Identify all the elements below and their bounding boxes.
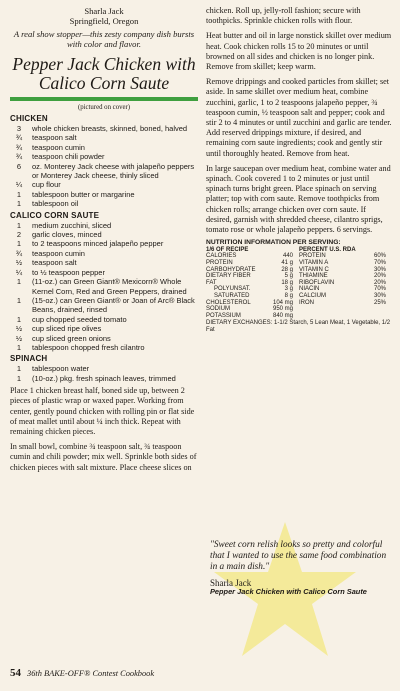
nutrient-label: CALORIES bbox=[206, 253, 237, 260]
ingredient-text: (15-oz.) can Green Giant® or Joan of Arc® Black Beans, drained, rinsed bbox=[32, 295, 195, 315]
ingredient-text: cup chopped seeded tomato bbox=[32, 314, 127, 324]
ingredient-row bbox=[10, 315, 198, 324]
nutrient-label: FAT bbox=[206, 279, 217, 286]
ingredient-quantity: ¾ bbox=[15, 142, 23, 152]
spinach-heading: SPINACH bbox=[10, 354, 48, 364]
ingredient-row bbox=[10, 296, 198, 315]
nutrient-value: 70% bbox=[373, 260, 386, 267]
saute-ingredient-list bbox=[10, 221, 198, 353]
chicken-heading: CHICKEN bbox=[10, 114, 48, 123]
ingredient-row bbox=[10, 221, 198, 230]
ingredient-row bbox=[10, 124, 198, 133]
nutrient-label: THIAMINE bbox=[299, 273, 328, 280]
nutrient-value: 5 g bbox=[284, 273, 293, 280]
nutrient-value: 20% bbox=[373, 279, 386, 286]
nutrient-value: 440 bbox=[282, 253, 293, 260]
ingredient-row bbox=[10, 230, 198, 239]
nutrition-row bbox=[299, 286, 392, 293]
author-name: Sharla Jack bbox=[84, 6, 124, 16]
nutrition-column-heads bbox=[206, 247, 392, 254]
nutrient-label: IRON bbox=[299, 299, 314, 306]
recipe-title: Pepper Jack Chicken with Calico Corn Saute bbox=[12, 54, 196, 93]
nutrition-table bbox=[206, 253, 392, 319]
nutrition-row bbox=[299, 273, 392, 280]
nutrient-label: POTASSIUM bbox=[206, 312, 241, 319]
ingredient-quantity: ½ bbox=[15, 333, 23, 343]
ingredient-text: teaspoon cumin bbox=[32, 248, 85, 258]
ingredient-quantity: 1 bbox=[16, 364, 22, 374]
ingredient-row bbox=[10, 324, 198, 333]
ingredient-text: oz. Monterey Jack cheese with jalapeño peppers or Monterey Jack cheese, thinly sliced bbox=[32, 161, 195, 181]
ingredient-text: whole chicken breasts, skinned, boned, halved bbox=[32, 124, 188, 133]
ingredient-text: teaspoon salt bbox=[32, 133, 77, 143]
ingredient-text: teaspoon chili powder bbox=[32, 152, 105, 162]
ingredient-text: to 2 teaspoons minced jalapeño pepper bbox=[32, 239, 164, 249]
ingredient-row bbox=[10, 133, 198, 142]
ingredient-text: to ½ teaspoon pepper bbox=[32, 267, 105, 277]
ingredient-text: teaspoon cumin bbox=[32, 142, 85, 152]
nutrient-label: PROTEIN bbox=[206, 260, 233, 267]
ingredient-quantity: 1 bbox=[16, 277, 22, 287]
nutrient-value: 28 g bbox=[281, 266, 293, 273]
ingredient-quantity: ¾ bbox=[15, 248, 23, 258]
ingredient-row bbox=[10, 199, 198, 208]
nutrition-row bbox=[299, 300, 392, 307]
ingredient-text: cup sliced green onions bbox=[32, 333, 111, 343]
spinach-ingredient-list bbox=[10, 364, 198, 383]
ingredient-quantity: 1 bbox=[16, 189, 22, 199]
ingredient-text: (10-oz.) pkg. fresh spinach leaves, trimmed bbox=[32, 373, 176, 383]
saute-heading: CALICO CORN SAUTE bbox=[10, 210, 100, 220]
nutrition-row bbox=[206, 267, 299, 274]
ingredient-row bbox=[10, 190, 198, 199]
ingredient-row bbox=[10, 152, 198, 161]
nutrient-label: VITAMIN A bbox=[299, 260, 329, 267]
ingredient-row bbox=[10, 374, 198, 383]
nutrition-panel bbox=[206, 240, 392, 333]
nutrient-value: 41 g bbox=[281, 260, 293, 267]
ingredient-quantity: ¼ bbox=[15, 180, 23, 190]
nutrition-row bbox=[206, 286, 299, 293]
ingredient-quantity: 2 bbox=[16, 230, 22, 240]
nutrient-value: 25% bbox=[373, 299, 386, 306]
nutrition-row bbox=[206, 293, 299, 300]
nutrient-label: SODIUM bbox=[206, 306, 230, 313]
ingredient-text: cup sliced ripe olives bbox=[32, 324, 102, 334]
nutrition-left-head: 1/6 OF RECIPE bbox=[206, 246, 249, 253]
nutrition-row bbox=[206, 280, 299, 287]
nutrition-heading: NUTRITION INFORMATION PER SERVING: bbox=[206, 239, 341, 247]
nutrient-value: 8 g bbox=[284, 293, 293, 300]
nutrition-row bbox=[206, 300, 299, 307]
ingredient-text: tablespoon butter or margarine bbox=[32, 189, 135, 199]
nutrient-label: CHOLESTEROL bbox=[206, 299, 251, 306]
direction-paragraph: chicken. Roll up, jelly-roll fashion; secure with toothpicks. Sprinkle chicken rolls with flour. bbox=[206, 6, 361, 26]
nutrient-value: 840 mg bbox=[272, 312, 293, 319]
ingredient-quantity: 1 bbox=[16, 199, 22, 209]
ingredient-quantity: ¼ bbox=[15, 267, 23, 277]
ingredient-row bbox=[10, 249, 198, 258]
nutrition-row bbox=[299, 280, 392, 287]
ingredient-quantity: 1 bbox=[16, 220, 22, 230]
nutrient-label: CARBOHYDRATE bbox=[206, 266, 256, 273]
ingredient-quantity: 1 bbox=[16, 239, 22, 249]
ingredient-row bbox=[10, 343, 198, 352]
direction-paragraph: Heat butter and oil in large nonstick skillet over medium heat. Cook chicken rolls 15 to 20 minutes or until browned on all sides and chicken is no longer pink. Remove from skillet; keep warm. bbox=[206, 31, 392, 72]
ingredient-row bbox=[10, 268, 198, 277]
ingredient-quantity: 6 bbox=[16, 161, 22, 171]
ingredient-text: (11-oz.) can Green Giant® Mexicorn® Whole Kernel Corn, Red and Green Peppers, drained bbox=[32, 277, 187, 296]
ingredient-row bbox=[10, 258, 198, 267]
ingredient-row bbox=[10, 239, 198, 248]
nutrient-value: 30% bbox=[373, 266, 386, 273]
book-title: 36th BAKE-OFF® Contest Cookbook bbox=[27, 669, 155, 678]
direction-paragraph: In large saucepan over medium heat, combine water and spinach. Cook covered 1 to 2 minutes or just until spinach turns bright green. Place spinach on serving platter; top with corn saute. Remove toothpicks from chicken rolls; arrange chicken over corn saute. If desired, garnish with shredded cheese, cilantro sprigs, tomato rose or whole jalapeño peppers. 6 servings. bbox=[206, 163, 391, 235]
ingredient-text: cup flour bbox=[32, 180, 61, 190]
ingredient-quantity: ¾ bbox=[15, 133, 23, 143]
ingredient-text: tablespoon water bbox=[32, 364, 90, 374]
nutrient-label: CALCIUM bbox=[299, 293, 327, 300]
nutrient-label: DIETARY FIBER bbox=[206, 273, 251, 280]
nutrition-right-list bbox=[299, 253, 392, 319]
ingredient-row bbox=[10, 277, 198, 296]
dietary-exchanges: DIETARY EXCHANGES: 1-1/2 Starch, 5 Lean Meat, 1 Vegetable, 1/2 Fat bbox=[206, 320, 391, 333]
ingredient-quantity: 3 bbox=[16, 124, 22, 133]
ingredient-text: medium zucchini, sliced bbox=[32, 220, 112, 230]
page-number: 54 bbox=[10, 667, 21, 679]
nutrient-value: 3 g bbox=[284, 286, 293, 293]
nutrition-row bbox=[206, 273, 299, 280]
nutrient-label: RIBOFLAVIN bbox=[299, 279, 335, 286]
ingredient-row bbox=[10, 143, 198, 152]
ingredient-text: teaspoon salt bbox=[32, 258, 77, 268]
nutrition-row bbox=[206, 260, 299, 267]
left-column bbox=[10, 6, 198, 478]
nutrition-row bbox=[299, 293, 392, 300]
nutrient-value: 18 g bbox=[281, 279, 293, 286]
nutrient-label: VITAMIN C bbox=[299, 266, 329, 273]
ingredient-quantity: ½ bbox=[15, 324, 23, 334]
direction-paragraph: Remove drippings and cooked particles from skillet; set aside. In same skillet over medium heat, combine zucchini, garlic, 1 to 2 teaspoons jalapeño pepper, ¾ teaspoon cumin, ½ teaspoon salt and pepper; cook and stir 2 to 4 minutes or until zucchini and garlic are tender. Add reserved drippings mixture, if desired, and remaining corn saute ingredients; cook and gently stir until thoroughly heated. Remove from heat. bbox=[206, 77, 392, 158]
nutrition-left-list bbox=[206, 253, 299, 319]
nutrition-row bbox=[206, 313, 299, 320]
nutrient-label: NIACIN bbox=[299, 286, 320, 293]
ingredient-row bbox=[10, 334, 198, 343]
nutrition-row bbox=[299, 267, 392, 274]
ingredient-quantity: ¾ bbox=[15, 152, 23, 162]
direction-paragraph: Place 1 chicken breast half, boned side up, between 2 pieces of plastic wrap or waxed paper. Working from center, gently pound chicken with rolling pin or flat side of meat mallet until about ¼ inch thick. Repeat with remaining chicken pieces. bbox=[10, 386, 195, 436]
nutrition-row bbox=[299, 260, 392, 267]
nutrient-label: POLYUNSAT. bbox=[214, 286, 251, 293]
ingredient-row bbox=[10, 364, 198, 373]
nutrient-value: 70% bbox=[373, 286, 386, 293]
nutrient-label: SATURATED bbox=[214, 293, 250, 300]
ingredient-quantity: 1 bbox=[16, 314, 22, 324]
quote-box bbox=[206, 532, 392, 642]
quote-text: "Sweet corn relish looks so pretty and colorful that I wanted to use the same food combination in a main dish." bbox=[210, 540, 387, 573]
nutrition-row bbox=[299, 253, 392, 260]
nutrient-value: 20% bbox=[373, 273, 386, 280]
title-divider bbox=[10, 97, 198, 101]
ingredient-text: tablespoon oil bbox=[32, 199, 79, 209]
ingredient-quantity: 1 bbox=[16, 295, 22, 305]
nutrition-right-head: PERCENT U.S. RDA bbox=[299, 246, 356, 253]
pictured-note: (pictured on cover) bbox=[77, 104, 131, 111]
ingredient-quantity: 1 bbox=[16, 342, 22, 352]
nutrient-value: 30% bbox=[373, 293, 386, 300]
ingredient-text: garlic cloves, minced bbox=[32, 230, 102, 240]
nutrient-value: 104 mg bbox=[272, 299, 293, 306]
nutrient-value: 60% bbox=[373, 253, 386, 260]
ingredient-quantity: ½ bbox=[15, 258, 23, 268]
nutrition-row bbox=[206, 253, 299, 260]
page-footer bbox=[10, 667, 154, 679]
ingredient-row bbox=[10, 180, 198, 189]
nutrient-value: 950 mg bbox=[272, 306, 293, 313]
quote-recipe-name: Pepper Jack Chicken with Calico Corn Saute bbox=[210, 586, 367, 596]
right-column bbox=[206, 6, 392, 334]
direction-paragraph: In small bowl, combine ¾ teaspoon salt, ¾ teaspoon cumin and chili powder; mix well. Sprinkle both sides of chicken pieces with salt mixture. Place cheese slices on bbox=[10, 442, 197, 472]
chicken-ingredient-list bbox=[10, 124, 198, 209]
ingredient-quantity: 1 bbox=[16, 373, 22, 383]
ingredient-row bbox=[10, 162, 198, 181]
author-location: Springfield, Oregon bbox=[69, 16, 139, 26]
recipe-intro: A real show stopper—this zesty company dish bursts with color and flavor. bbox=[13, 29, 195, 49]
nutrient-label: PROTEIN bbox=[299, 253, 326, 260]
quote-author: Sharla Jack bbox=[210, 577, 252, 588]
nutrition-row bbox=[206, 306, 299, 313]
ingredient-text: tablespoon chopped fresh cilantro bbox=[32, 342, 145, 352]
